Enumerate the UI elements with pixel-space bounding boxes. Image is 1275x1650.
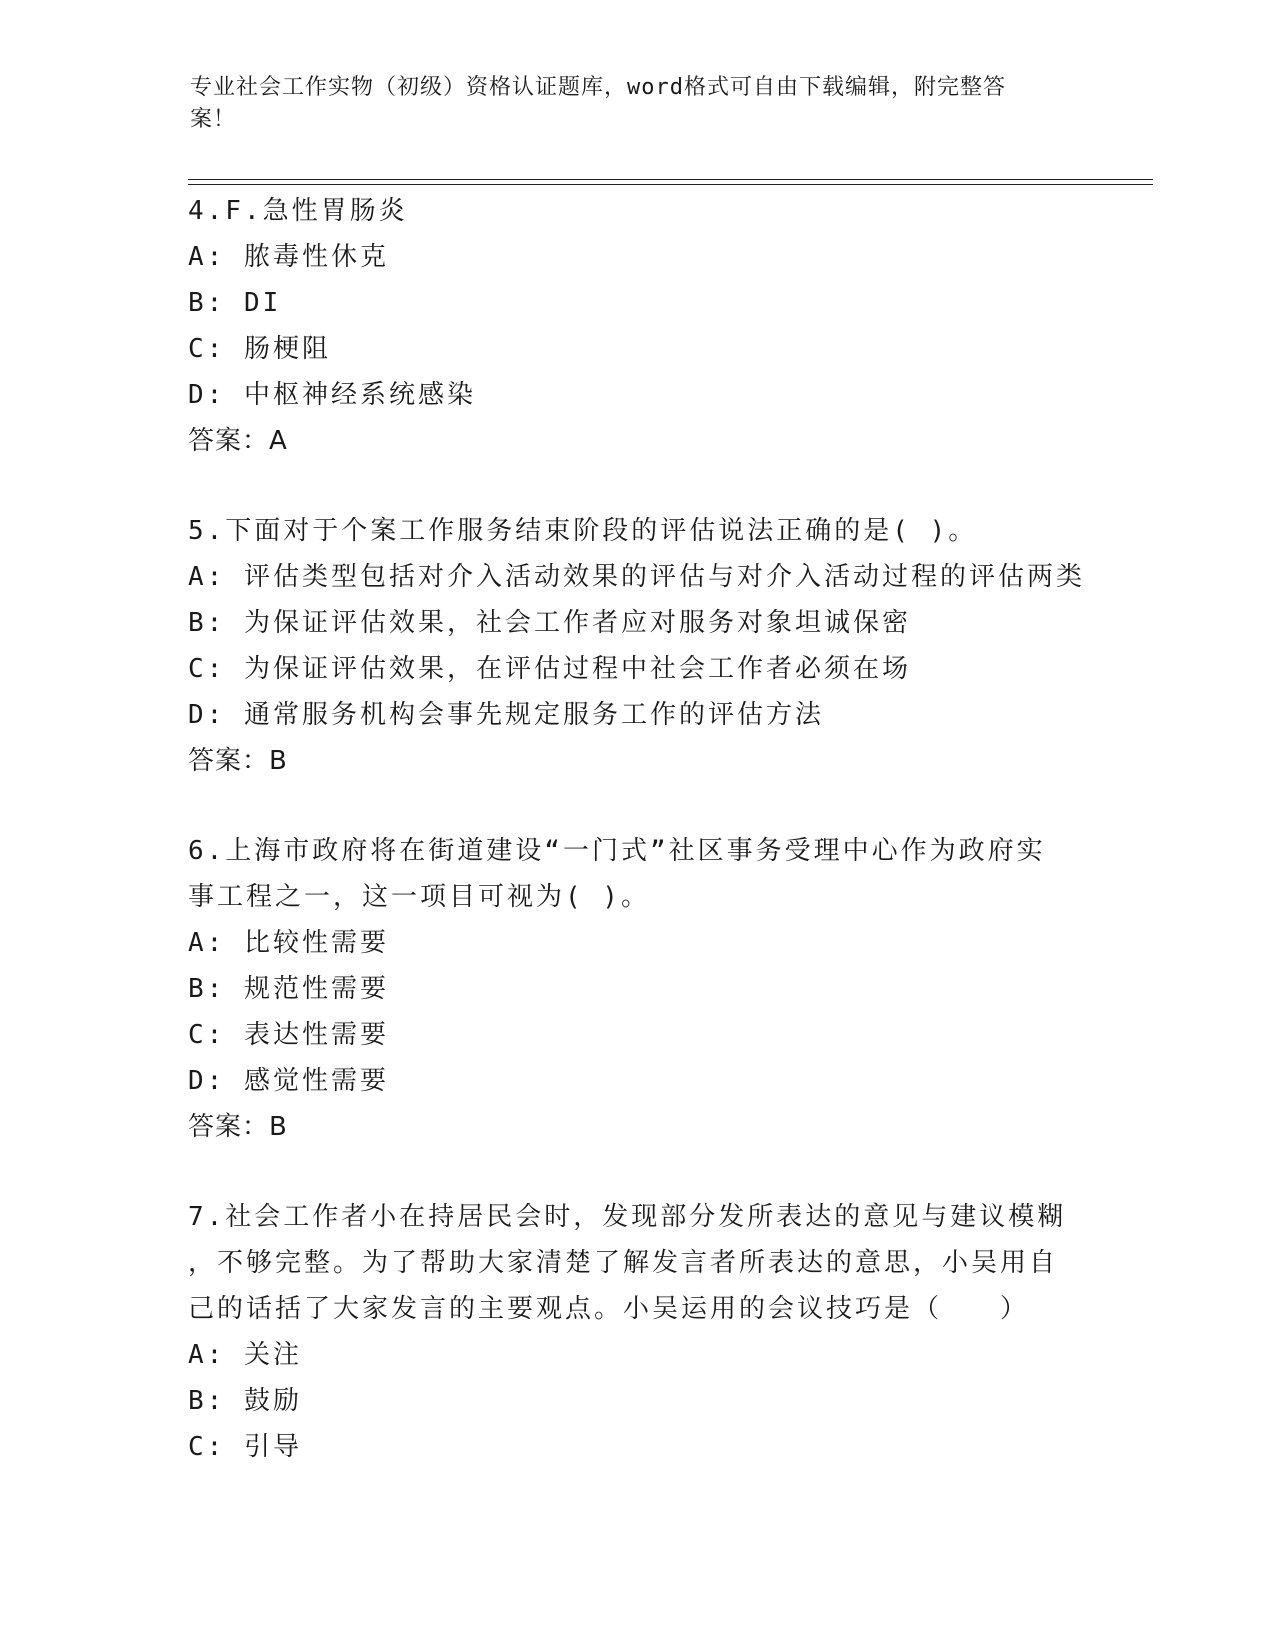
question-title: 7.社会工作者小在持居民会时，发现部分发所表达的意见与建议模糊	[188, 1202, 1067, 1232]
option-c: C: 引导	[188, 1432, 302, 1462]
header-line-1: 专业社会工作实物（初级）资格认证题库，word格式可自由下载编辑，附完整答	[190, 75, 1006, 100]
question-title: 4.F.急性胃肠炎	[188, 196, 408, 226]
option-a: A: 评估类型包括对介入活动效果的评估与对介入活动过程的评估两类	[188, 562, 1085, 592]
option-b: B: 鼓励	[188, 1386, 302, 1416]
question-list	[188, 188, 1128, 1470]
option-c: C: 表达性需要	[188, 1020, 389, 1050]
question-title-cont: 己的话括了大家发言的主要观点。小吴运用的会议技巧是（ ）	[188, 1294, 1030, 1324]
option-b: B: 为保证评估效果，社会工作者应对服务对象坦诚保密	[188, 608, 911, 638]
option-d: D: 感觉性需要	[188, 1066, 389, 1096]
option-b: B: 规范性需要	[188, 974, 389, 1004]
question-title: 5.下面对于个案工作服务结束阶段的评估说法正确的是( )。	[188, 516, 978, 546]
question-title: 6.上海市政府将在街道建设“一门式”社区事务受理中心作为政府实	[188, 836, 1046, 866]
page-header	[190, 72, 1080, 136]
option-a: A: 关注	[188, 1340, 302, 1370]
answer-label: 答案：A	[188, 426, 288, 456]
answer-label: 答案：B	[188, 1112, 288, 1142]
question-block	[188, 1194, 1128, 1470]
header-line-2: 案！	[190, 107, 237, 132]
option-b: B: DI	[188, 288, 282, 318]
question-block	[188, 188, 1128, 464]
option-c: C: 为保证评估效果，在评估过程中社会工作者必须在场	[188, 654, 911, 684]
question-block	[188, 508, 1128, 784]
header-divider-top	[188, 179, 1153, 180]
option-a: A: 比较性需要	[188, 928, 389, 958]
option-c: C: 肠梗阻	[188, 334, 331, 364]
question-title-cont: 事工程之一，这一项目可视为( )。	[188, 882, 650, 912]
answer-label: 答案：B	[188, 746, 288, 776]
question-block	[188, 828, 1128, 1150]
option-d: D: 通常服务机构会事先规定服务工作的评估方法	[188, 700, 824, 730]
question-title-cont: ，不够完整。为了帮助大家清楚了解发言者所表达的意思，小吴用自	[188, 1248, 1059, 1278]
option-d: D: 中枢神经系统感染	[188, 380, 476, 410]
header-divider-bottom	[188, 184, 1153, 185]
option-a: A: 脓毒性休克	[188, 242, 389, 272]
